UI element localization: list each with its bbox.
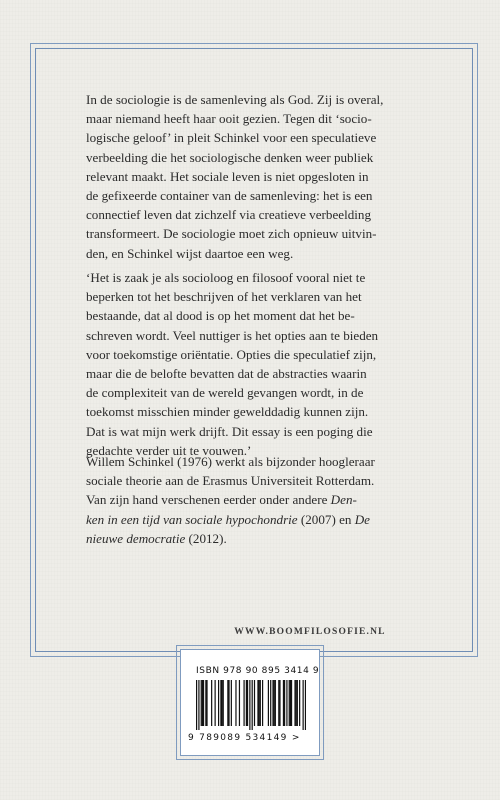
quote-line: beperken tot het beschrijven of het verklaren van het	[86, 289, 362, 305]
quote-line: voor toekomstige oriëntatie. Opties die speculatief zijn,	[86, 346, 377, 362]
barcode-bar	[218, 680, 219, 726]
author-bio-line: sociale theorie aan de Erasmus Universiteit Rotterdam.	[86, 473, 375, 489]
barcode-bar	[260, 680, 261, 726]
barcode-bar	[203, 680, 204, 726]
barcode-bar	[279, 680, 280, 726]
barcode-bar	[254, 680, 255, 726]
blurb-paragraph-1	[86, 90, 421, 263]
publisher-website: WWW.BOOMFILOSOFIE.NL	[234, 627, 386, 637]
book-title-2-cont: nieuwe democratie	[86, 530, 186, 546]
quote-line: gedachte verder uit te vouwen.’	[86, 442, 252, 458]
author-bio-text: (2007) en	[297, 511, 355, 527]
book-title-2: De	[354, 511, 370, 527]
barcode-bar	[257, 680, 258, 726]
barcode-bar	[294, 680, 295, 726]
barcode-digits: 9 789089 534149 >	[188, 733, 301, 743]
book-title-1: Den-	[330, 492, 357, 508]
blurb-paragraph-2	[86, 268, 421, 460]
barcode-bar	[305, 680, 306, 730]
blurb-line: connectief leven dat zichzelf via creatieve verbeelding	[86, 207, 371, 223]
barcode-bar	[201, 680, 202, 726]
barcode-bar	[290, 680, 291, 726]
barcode-bar	[284, 680, 285, 726]
barcode-bar	[283, 680, 284, 726]
quote-line: bestaande, dat al dood is op het moment dat het be-	[86, 308, 355, 324]
barcode-bar	[239, 680, 240, 726]
barcode-bar	[275, 680, 276, 726]
barcode-bar	[235, 680, 236, 726]
barcode-bar	[246, 680, 247, 726]
barcode-bar	[259, 680, 260, 726]
blurb-line: logische geloof’ in pleit Schinkel voor een speculatieve	[86, 130, 377, 146]
quote-line: toekomst misschien minder gewelddadig kunnen zijn.	[86, 404, 369, 420]
quote-line: schreven wordt. Veel nuttiger is het opties aan te bieden	[86, 327, 379, 343]
barcode-image	[196, 680, 306, 730]
barcode-bar	[211, 680, 212, 726]
barcode-bar	[227, 680, 228, 726]
barcode-bar	[249, 680, 250, 730]
author-bio-text: Van zijn hand verschenen eerder onder andere	[86, 492, 328, 508]
author-bio-line: Willem Schinkel (1976) werkt als bijzonder hoogleraar	[86, 454, 375, 469]
isbn-label: ISBN 978 90 895 3414 9	[196, 666, 320, 676]
barcode-bar	[252, 680, 253, 730]
barcode-bar	[206, 680, 207, 726]
barcode-bar	[231, 680, 232, 726]
blurb-line: In de sociologie is de samenleving als God. Zij is overal,	[86, 92, 384, 107]
author-bio-line	[86, 510, 421, 529]
barcode-bar	[270, 680, 271, 726]
barcode-bar	[303, 680, 304, 730]
barcode-bar	[243, 680, 244, 726]
barcode-bar	[286, 680, 287, 726]
blurb-line: den, en Schinkel wijst daartoe een weg.	[86, 245, 294, 261]
barcode-bar	[296, 680, 297, 726]
author-bio-paragraph	[86, 452, 421, 548]
barcode-bar	[274, 680, 275, 726]
barcode-bar	[297, 680, 298, 726]
barcode-bar	[247, 680, 248, 726]
barcode-bar	[262, 680, 263, 726]
barcode-bar	[289, 680, 290, 726]
author-bio-line	[86, 529, 421, 548]
blurb-line: relevant maakt. Het sociale leven is niet opgesloten in	[86, 168, 369, 184]
quote-line: Dat is wat mijn werk drijft. Dit essay is een poging die	[86, 423, 373, 439]
barcode-bar	[220, 680, 221, 726]
barcode-bar	[268, 680, 269, 726]
barcode-bar	[223, 680, 224, 726]
quote-line: maar die de belofte bevatten dat de abstracties waarin	[86, 366, 367, 382]
barcode-bar	[205, 680, 206, 726]
barcode-bar	[278, 680, 279, 726]
barcode-bar	[272, 680, 273, 726]
author-bio-line	[86, 490, 421, 509]
author-bio-text: (2012).	[185, 530, 227, 546]
barcode-bar	[198, 680, 199, 730]
barcode-bar	[215, 680, 216, 726]
barcode-bar	[299, 680, 300, 726]
barcode-bar	[196, 680, 197, 730]
quote-line: de complexiteit van de wereld gevangen wordt, in de	[86, 385, 364, 401]
barcode-bar	[228, 680, 229, 726]
blurb-line: maar niemand heeft haar ooit gezien. Tegen dit ‘socio-	[86, 111, 372, 127]
barcode-bar	[221, 680, 222, 726]
quote-line: ‘Het is zaak je als socioloog en filosoof vooral niet te	[86, 270, 366, 285]
book-title-1-cont: ken in een tijd van sociale hypochondrie	[86, 511, 298, 527]
blurb-line: verbeelding die het sociologische denken weer publiek	[86, 149, 374, 165]
barcode-bar	[202, 680, 203, 726]
blurb-line: de gefixeerde container van de samenleving: het is een	[86, 188, 373, 204]
barcode-bar	[291, 680, 292, 726]
blurb-line: transformeert. De sociologie moet zich opnieuw uitvin-	[86, 226, 377, 242]
